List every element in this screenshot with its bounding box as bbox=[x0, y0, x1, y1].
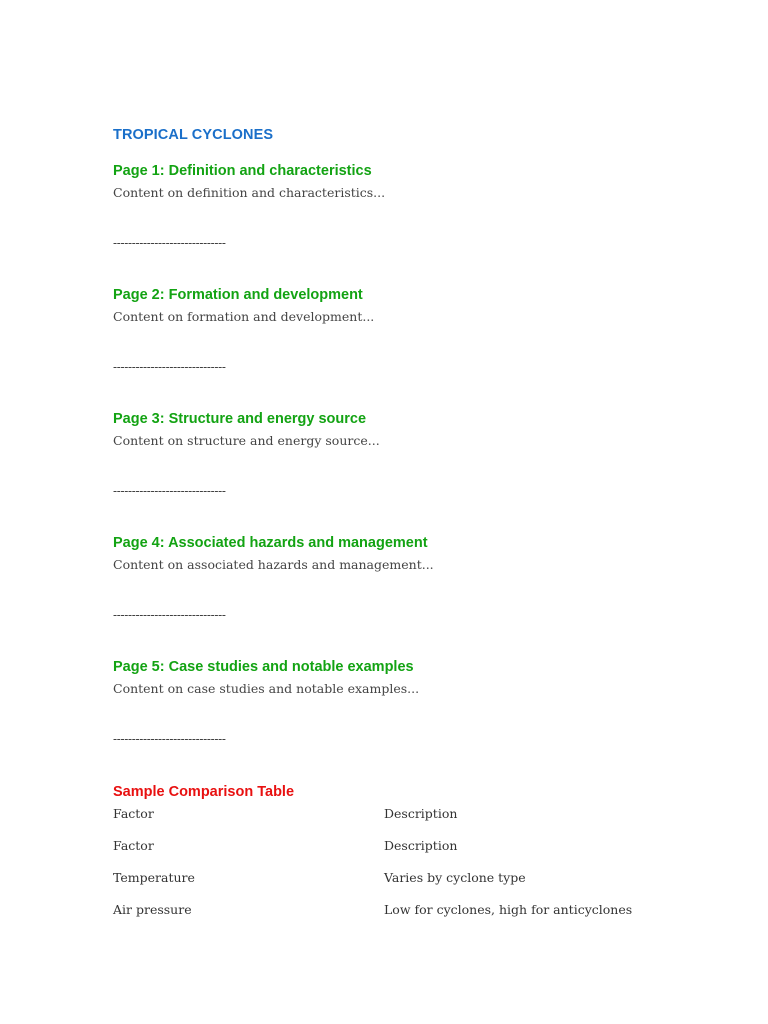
section-page-4 bbox=[113, 533, 733, 625]
section-heading: Page 2: Formation and development bbox=[113, 287, 363, 303]
section-heading: Page 3: Structure and energy source bbox=[113, 411, 367, 427]
section-body: Content on associated hazards and management... bbox=[113, 557, 434, 572]
section-separator: ------------------------------ bbox=[113, 360, 226, 374]
table-cell-description: Description bbox=[384, 838, 458, 853]
table-cell-factor: Air pressure bbox=[113, 902, 192, 917]
section-separator: ------------------------------ bbox=[113, 608, 226, 622]
section-page-1 bbox=[113, 161, 733, 253]
table-row bbox=[113, 868, 673, 900]
section-separator: ------------------------------ bbox=[113, 732, 226, 746]
table-cell-factor: Temperature bbox=[113, 870, 195, 885]
table-row bbox=[113, 836, 673, 868]
section-separator: ------------------------------ bbox=[113, 484, 226, 498]
section-heading: Page 1: Definition and characteristics bbox=[113, 163, 372, 179]
section-separator: ------------------------------ bbox=[113, 236, 226, 250]
table-cell-description: Description bbox=[384, 806, 458, 821]
table-row bbox=[113, 900, 673, 932]
comparison-table bbox=[113, 804, 673, 932]
section-body: Content on definition and characteristics... bbox=[113, 185, 386, 200]
table-cell-factor: Factor bbox=[113, 838, 154, 853]
comparison-table-heading: Sample Comparison Table bbox=[113, 784, 295, 800]
section-body: Content on structure and energy source... bbox=[113, 433, 380, 448]
table-cell-factor: Factor bbox=[113, 806, 154, 821]
document-page bbox=[113, 125, 733, 932]
section-page-3 bbox=[113, 409, 733, 501]
table-cell-description: Varies by cyclone type bbox=[384, 870, 526, 885]
section-body: Content on case studies and notable examples... bbox=[113, 681, 420, 696]
table-row bbox=[113, 804, 673, 836]
section-body: Content on formation and development... bbox=[113, 309, 375, 324]
table-cell-description: Low for cyclones, high for anticyclones bbox=[384, 902, 633, 917]
document-title: TROPICAL CYCLONES bbox=[113, 127, 274, 143]
section-page-5 bbox=[113, 657, 733, 749]
section-page-2 bbox=[113, 285, 733, 377]
section-heading: Page 4: Associated hazards and management bbox=[113, 535, 428, 551]
section-heading: Page 5: Case studies and notable examples bbox=[113, 659, 414, 675]
